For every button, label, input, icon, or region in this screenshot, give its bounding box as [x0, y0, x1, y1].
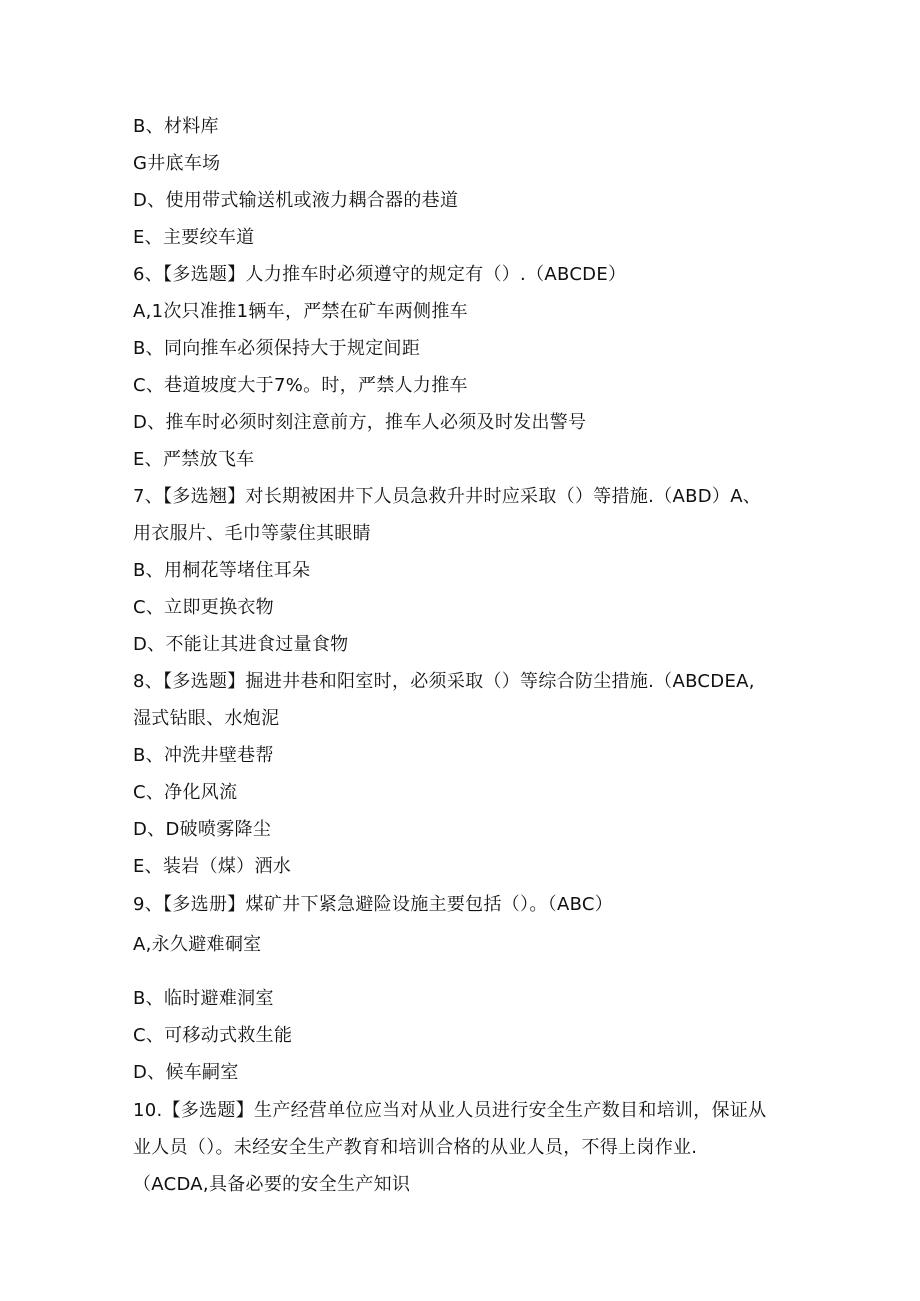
- text-line: 业人员（）。未经安全生产教育和培训合格的从业人员，不得上岗作业.: [133, 1137, 698, 1158]
- text-line: （ACDA,具备必要的安全生产知识: [133, 1174, 411, 1195]
- question-9-line: 9、【多选册】煤矿井下紧急避险设施主要包括（）。（ABC）: [133, 894, 614, 915]
- question-10-line: 10.【多选题】生产经营单位应当对从业人员进行安全生产数目和培训，保证从: [133, 1100, 767, 1121]
- text-line: B、材料库: [133, 116, 219, 137]
- text-line: D、使用带式输送机或液力耦合器的巷道: [133, 190, 459, 211]
- text-line: C、巷道坡度大于7%。时，严禁人力推车: [133, 375, 468, 396]
- text-line: 湿式钻眼、水炮泥: [133, 708, 280, 729]
- text-line: E、主要绞车道: [133, 227, 255, 248]
- text-line: E、严禁放飞车: [133, 449, 255, 470]
- text-line: D、D破喷雾降尘: [133, 819, 272, 840]
- question-8-line: 8、【多选题】掘进井巷和阳室时，必须采取（）等综合防尘措施.（ABCDEA,: [133, 671, 755, 692]
- text-line: D、候车嗣室: [133, 1062, 239, 1083]
- text-line: C、可移动式救生能: [133, 1025, 293, 1046]
- text-line: A,永久避难硐室: [133, 934, 262, 955]
- text-line: B、用桐花等堵住耳朵: [133, 560, 311, 581]
- text-line: C、净化风流: [133, 782, 238, 803]
- text-line: A,1次只准推1辆车，严禁在矿车两侧推车: [133, 301, 468, 322]
- text-line: D、推车时必须时刻注意前方，推车人必须及时发出警号: [133, 412, 587, 433]
- question-7-line: 7、【多选翘】对长期被困井下人员急救升井时应采取（）等措施.（ABD）A、: [133, 486, 762, 507]
- text-line: C、立即更换衣物: [133, 597, 274, 618]
- text-line: E、装岩（煤）洒水: [133, 856, 292, 877]
- text-line: B、同向推车必须保持大于规定间距: [133, 338, 421, 359]
- text-line: G井底车场: [133, 153, 221, 174]
- text-line: D、不能让其进食过量食物: [133, 634, 349, 655]
- text-line: 用衣服片、毛巾等蒙住其眼睛: [133, 523, 371, 544]
- question-6-line: 6、【多选题】人力推车时必须遵守的规定有（）.（ABCDE）: [133, 264, 627, 285]
- text-line: B、冲洗井壁巷帮: [133, 745, 274, 766]
- text-line: B、临时避难洞室: [133, 988, 274, 1009]
